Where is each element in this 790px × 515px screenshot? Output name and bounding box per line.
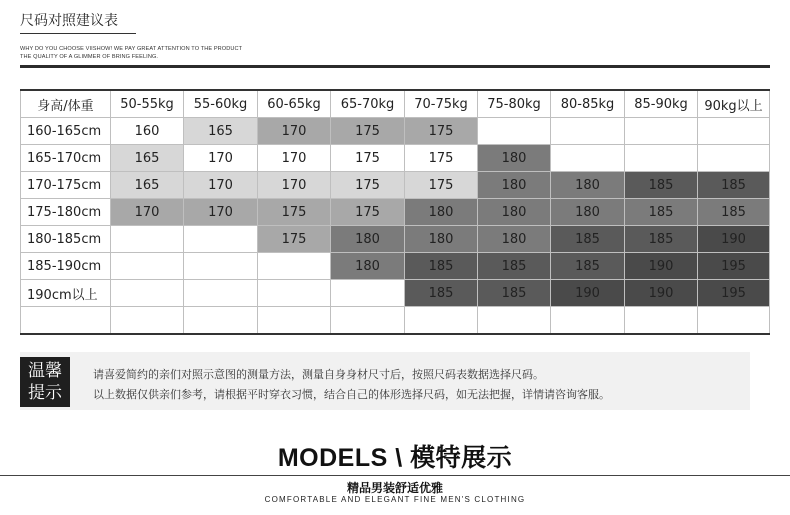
height-label: 185-190cm bbox=[21, 253, 111, 280]
weight-header: 50-55kg bbox=[111, 90, 184, 118]
size-cell: 165 bbox=[111, 172, 184, 199]
weight-header: 80-85kg bbox=[551, 90, 625, 118]
weight-header: 55-60kg bbox=[184, 90, 258, 118]
tagline-line-1: WHY DO YOU CHOOSE VIISHOW! WE PAY GREAT ATTENTION TO THE PRODUCT bbox=[20, 46, 243, 52]
size-cell bbox=[111, 280, 184, 307]
size-cell bbox=[698, 307, 770, 335]
models-divider bbox=[0, 475, 790, 476]
size-cell: 180 bbox=[478, 226, 551, 253]
size-cell: 185 bbox=[625, 172, 698, 199]
corner-label: 身高/体重 bbox=[21, 90, 111, 118]
size-cell: 180 bbox=[331, 226, 405, 253]
height-label: 190cm以上 bbox=[21, 280, 111, 307]
models-heading: MODELS \ 模特展示 bbox=[277, 444, 513, 472]
size-cell: 160 bbox=[111, 118, 184, 145]
size-cell: 190 bbox=[625, 253, 698, 280]
size-cell: 190 bbox=[625, 280, 698, 307]
size-cell bbox=[184, 253, 258, 280]
size-cell bbox=[478, 307, 551, 335]
size-cell: 190 bbox=[551, 280, 625, 307]
size-cell bbox=[184, 226, 258, 253]
tip-badge-line-1: 温馨 bbox=[28, 361, 62, 381]
size-cell bbox=[111, 226, 184, 253]
weight-header: 90kg以上 bbox=[698, 90, 770, 118]
size-cell: 180 bbox=[478, 172, 551, 199]
size-cell bbox=[258, 280, 331, 307]
size-cell: 170 bbox=[258, 118, 331, 145]
size-cell: 185 bbox=[478, 280, 551, 307]
size-cell: 175 bbox=[331, 118, 405, 145]
weight-header: 75-80kg bbox=[478, 90, 551, 118]
tagline-line-2: THE QUALITY OF A GLIMMER OF BRING FEELING. bbox=[20, 54, 159, 60]
weight-header: 65-70kg bbox=[331, 90, 405, 118]
size-cell: 185 bbox=[625, 199, 698, 226]
size-cell: 170 bbox=[258, 172, 331, 199]
size-cell: 170 bbox=[184, 145, 258, 172]
size-cell: 185 bbox=[405, 253, 478, 280]
size-cell: 185 bbox=[405, 280, 478, 307]
size-cell: 185 bbox=[698, 199, 770, 226]
size-cell: 165 bbox=[111, 145, 184, 172]
height-label: 175-180cm bbox=[21, 199, 111, 226]
tip-text-1: 请喜爱简约的亲们对照示意图的测量方法，测量自身身材尺寸后，按照尺码表数据选择尺码。 bbox=[93, 368, 544, 381]
weight-header: 85-90kg bbox=[625, 90, 698, 118]
page-title: 尺码对照建议表 bbox=[20, 13, 118, 29]
tagline bbox=[20, 45, 242, 61]
models-subtitle-cn: 精品男装舒适优雅 bbox=[346, 481, 443, 495]
size-cell: 185 bbox=[625, 226, 698, 253]
size-cell: 190 bbox=[698, 226, 770, 253]
tip-text-2: 以上数据仅供亲们参考，请根据平时穿衣习惯，结合自己的体形选择尺码，如无法把握，详情请咨询客服。 bbox=[93, 388, 610, 401]
size-cell bbox=[478, 118, 551, 145]
height-label: 180-185cm bbox=[21, 226, 111, 253]
size-cell: 175 bbox=[258, 199, 331, 226]
size-cell bbox=[405, 307, 478, 335]
height-label: 165-170cm bbox=[21, 145, 111, 172]
table-row bbox=[21, 172, 770, 199]
size-cell: 185 bbox=[698, 172, 770, 199]
size-cell bbox=[625, 307, 698, 335]
header-divider bbox=[20, 65, 770, 68]
size-cell: 175 bbox=[331, 199, 405, 226]
size-cell: 175 bbox=[331, 145, 405, 172]
size-cell bbox=[551, 307, 625, 335]
size-cell: 165 bbox=[184, 118, 258, 145]
size-cell bbox=[551, 118, 625, 145]
size-cell: 180 bbox=[405, 226, 478, 253]
size-cell bbox=[331, 280, 405, 307]
size-cell bbox=[698, 145, 770, 172]
table-row bbox=[21, 226, 770, 253]
size-cell: 180 bbox=[478, 145, 551, 172]
size-cell: 175 bbox=[405, 118, 478, 145]
size-cell: 185 bbox=[478, 253, 551, 280]
size-cell bbox=[111, 253, 184, 280]
size-cell bbox=[258, 307, 331, 335]
size-cell: 180 bbox=[405, 199, 478, 226]
size-cell bbox=[111, 307, 184, 335]
size-cell: 195 bbox=[698, 280, 770, 307]
size-cell: 185 bbox=[551, 226, 625, 253]
size-cell: 170 bbox=[184, 199, 258, 226]
size-cell: 170 bbox=[184, 172, 258, 199]
size-cell: 175 bbox=[405, 172, 478, 199]
size-cell: 180 bbox=[331, 253, 405, 280]
size-cell: 175 bbox=[331, 172, 405, 199]
tip-badge bbox=[20, 357, 70, 407]
table-row bbox=[21, 280, 770, 307]
table-row bbox=[21, 199, 770, 226]
weight-header: 60-65kg bbox=[258, 90, 331, 118]
table-header-row bbox=[21, 90, 770, 118]
height-label bbox=[21, 307, 111, 335]
size-cell bbox=[184, 307, 258, 335]
size-cell: 180 bbox=[551, 172, 625, 199]
tip-badge-line-2: 提示 bbox=[28, 383, 62, 403]
models-subtitle-en: COMFORTABLE AND ELEGANT FINE MEN'S CLOTHING bbox=[264, 495, 526, 504]
table-row bbox=[21, 253, 770, 280]
size-cell bbox=[184, 280, 258, 307]
title-underline bbox=[20, 33, 136, 34]
size-cell bbox=[331, 307, 405, 335]
size-cell: 175 bbox=[405, 145, 478, 172]
height-label: 170-175cm bbox=[21, 172, 111, 199]
size-cell bbox=[625, 118, 698, 145]
size-cell bbox=[551, 145, 625, 172]
size-cell bbox=[625, 145, 698, 172]
table-row bbox=[21, 118, 770, 145]
size-cell: 185 bbox=[551, 253, 625, 280]
size-cell: 180 bbox=[551, 199, 625, 226]
table-row bbox=[21, 307, 770, 335]
height-label: 160-165cm bbox=[21, 118, 111, 145]
weight-header: 70-75kg bbox=[405, 90, 478, 118]
size-cell: 195 bbox=[698, 253, 770, 280]
size-chart-table bbox=[20, 89, 770, 335]
size-cell bbox=[698, 118, 770, 145]
size-cell: 170 bbox=[258, 145, 331, 172]
size-cell: 170 bbox=[111, 199, 184, 226]
size-cell bbox=[258, 253, 331, 280]
table-row bbox=[21, 145, 770, 172]
size-cell: 180 bbox=[478, 199, 551, 226]
size-cell: 175 bbox=[258, 226, 331, 253]
